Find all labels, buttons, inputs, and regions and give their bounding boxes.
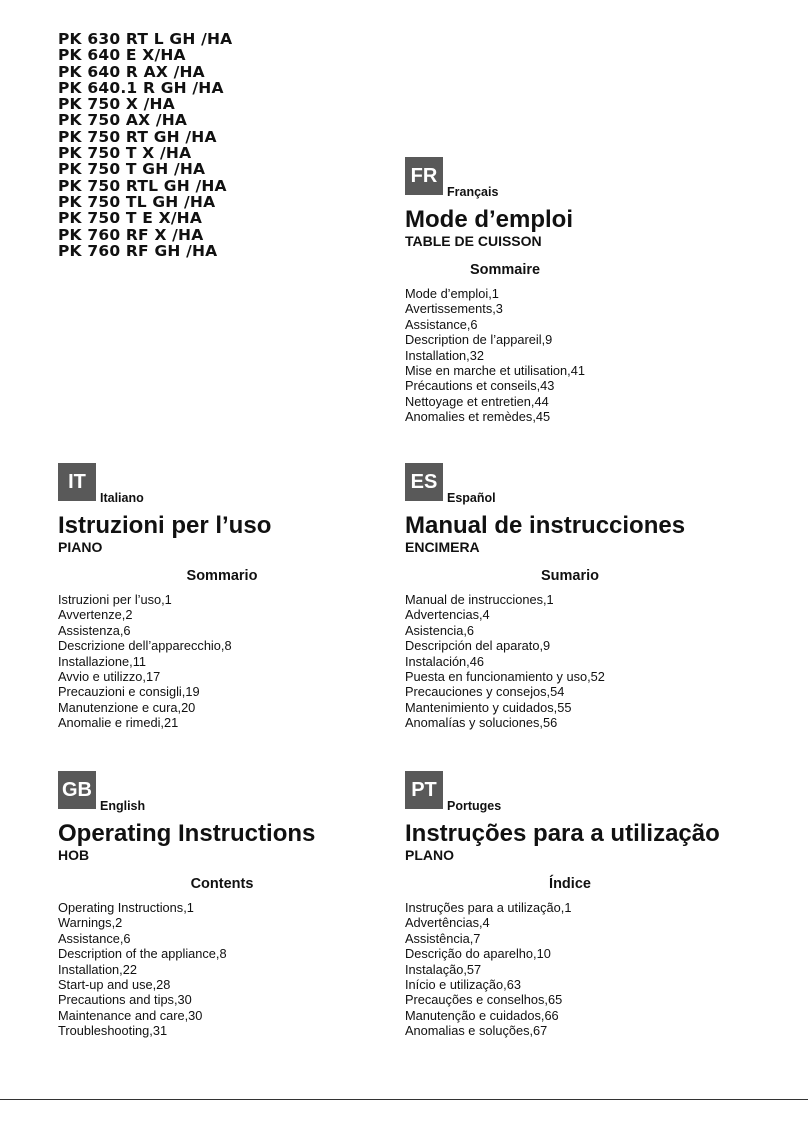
model-number: PK 750 T GH /HA bbox=[58, 160, 206, 179]
model-number: PK 750 X /HA bbox=[58, 95, 175, 114]
toc-entry: Assistência,7 bbox=[405, 930, 481, 946]
toc-entry: Início e utilização,63 bbox=[405, 977, 521, 993]
language-code-badge: GB bbox=[58, 771, 96, 809]
toc-entry: Asistencia,6 bbox=[405, 622, 474, 638]
toc-entry: Precauciones y consejos,54 bbox=[405, 684, 565, 700]
language-code-badge: PT bbox=[405, 771, 443, 809]
manual-title: Istruzioni per l’uso bbox=[58, 512, 272, 539]
language-code-badge: ES bbox=[405, 463, 443, 501]
toc-entry: Précautions et conseils,43 bbox=[405, 378, 555, 394]
toc-entry: Avvertenze,2 bbox=[58, 607, 133, 623]
footer-divider bbox=[0, 1099, 808, 1100]
model-number: PK 750 AX /HA bbox=[58, 111, 188, 130]
toc-entry: Troubleshooting,31 bbox=[58, 1023, 168, 1039]
toc-entry: Nettoyage et entretien,44 bbox=[405, 393, 549, 409]
model-number: PK 750 T E X/HA bbox=[58, 209, 203, 228]
table-of-contents bbox=[58, 592, 388, 731]
table-of-contents bbox=[405, 592, 735, 731]
toc-entry: Advertencias,4 bbox=[405, 607, 490, 623]
language-name: Français bbox=[447, 185, 499, 199]
model-number: PK 630 RT L GH /HA bbox=[58, 30, 233, 48]
toc-entry: Manual de instrucciones,1 bbox=[405, 592, 554, 607]
toc-heading: Sommaire bbox=[469, 262, 541, 278]
toc-entry: Mantenimiento y cuidados,55 bbox=[405, 699, 572, 715]
toc-entry: Assistance,6 bbox=[405, 316, 478, 332]
model-number: PK 640.1 R GH /HA bbox=[58, 78, 224, 97]
table-of-contents bbox=[405, 900, 735, 1039]
model-number: PK 640 E X/HA bbox=[58, 46, 186, 65]
toc-heading: Índice bbox=[549, 876, 591, 892]
manual-subtitle: TABLE DE CUISSON bbox=[405, 233, 542, 249]
toc-entry: Manutenzione e cura,20 bbox=[58, 699, 196, 715]
manual-title: Operating Instructions bbox=[58, 820, 316, 847]
toc-entry: Installazione,11 bbox=[58, 653, 146, 669]
toc-entry: Mise en marche et utilisation,41 bbox=[405, 363, 585, 379]
manual-title: Mode d’emploi bbox=[405, 206, 573, 233]
toc-entry: Start-up and use,28 bbox=[58, 977, 171, 993]
section-pt bbox=[405, 771, 735, 1039]
table-of-contents bbox=[58, 900, 388, 1039]
toc-entry: Instalação,57 bbox=[405, 961, 482, 977]
section-gb bbox=[58, 771, 388, 1039]
model-number: PK 750 T X /HA bbox=[58, 144, 192, 163]
toc-entry: Description of the appliance,8 bbox=[58, 946, 227, 962]
model-number: PK 750 TL GH /HA bbox=[58, 192, 216, 211]
toc-entry: Puesta en funcionamiento y uso,52 bbox=[405, 669, 605, 685]
model-number: PK 750 RTL GH /HA bbox=[58, 176, 227, 195]
language-name: Italiano bbox=[100, 491, 144, 505]
table-of-contents bbox=[405, 286, 735, 425]
section-es bbox=[405, 463, 735, 731]
toc-entry: Assistance,6 bbox=[58, 930, 131, 946]
toc-entry: Anomalie e rimedi,21 bbox=[58, 715, 179, 731]
language-code-badge: FR bbox=[405, 157, 443, 195]
manual-subtitle: ENCIMERA bbox=[405, 539, 480, 555]
toc-entry: Installation,22 bbox=[58, 961, 137, 977]
toc-entry: Instruções para a utilização,1 bbox=[405, 900, 572, 915]
toc-entry: Descrição do aparelho,10 bbox=[405, 946, 551, 962]
language-name: Portuges bbox=[447, 799, 502, 813]
language-name: English bbox=[100, 799, 146, 813]
section-fr bbox=[405, 157, 735, 425]
toc-entry: Advertências,4 bbox=[405, 915, 490, 931]
model-number: PK 760 RF GH /HA bbox=[58, 241, 218, 260]
manual-subtitle: PIANO bbox=[58, 539, 103, 555]
model-number: PK 640 R AX /HA bbox=[58, 62, 205, 81]
language-name: Español bbox=[447, 491, 496, 505]
model-number: PK 760 RF X /HA bbox=[58, 225, 204, 244]
section-it bbox=[58, 463, 388, 731]
toc-heading: Sumario bbox=[540, 568, 599, 584]
manual-title: Instruções para a utilização bbox=[405, 820, 720, 847]
toc-entry: Mode d’emploi,1 bbox=[405, 286, 499, 301]
toc-entry: Precauções e conselhos,65 bbox=[405, 992, 563, 1008]
model-number: PK 750 RT GH /HA bbox=[58, 127, 217, 146]
toc-entry: Avertissements,3 bbox=[405, 301, 503, 317]
toc-entry: Description de l’appareil,9 bbox=[405, 332, 553, 348]
language-code-badge: IT bbox=[58, 463, 96, 501]
toc-heading: Contents bbox=[190, 876, 254, 892]
toc-entry: Manutenção e cuidados,66 bbox=[405, 1007, 559, 1023]
model-list bbox=[58, 31, 232, 259]
toc-entry: Anomalies et remèdes,45 bbox=[405, 409, 551, 425]
toc-entry: Precautions and tips,30 bbox=[58, 992, 192, 1008]
toc-entry: Warnings,2 bbox=[58, 915, 123, 931]
toc-entry: Instalación,46 bbox=[405, 653, 484, 669]
toc-entry: Anomalias e soluções,67 bbox=[405, 1023, 548, 1039]
toc-entry: Avvio e utilizzo,17 bbox=[58, 669, 161, 685]
toc-entry: Anomalías y soluciones,56 bbox=[405, 715, 558, 731]
toc-entry: Installation,32 bbox=[405, 347, 484, 363]
toc-entry: Istruzioni per l’uso,1 bbox=[58, 592, 172, 607]
manual-subtitle: PLANO bbox=[405, 847, 454, 863]
toc-entry: Assistenza,6 bbox=[58, 622, 131, 638]
toc-entry: Operating Instructions,1 bbox=[58, 900, 194, 915]
toc-entry: Precauzioni e consigli,19 bbox=[58, 684, 200, 700]
toc-entry: Descrizione dell’apparecchio,8 bbox=[58, 638, 232, 654]
toc-heading: Sommario bbox=[186, 568, 258, 584]
toc-entry: Maintenance and care,30 bbox=[58, 1007, 203, 1023]
manual-subtitle: HOB bbox=[58, 847, 90, 863]
toc-entry: Descripción del aparato,9 bbox=[405, 638, 551, 654]
manual-title: Manual de instrucciones bbox=[405, 512, 686, 539]
